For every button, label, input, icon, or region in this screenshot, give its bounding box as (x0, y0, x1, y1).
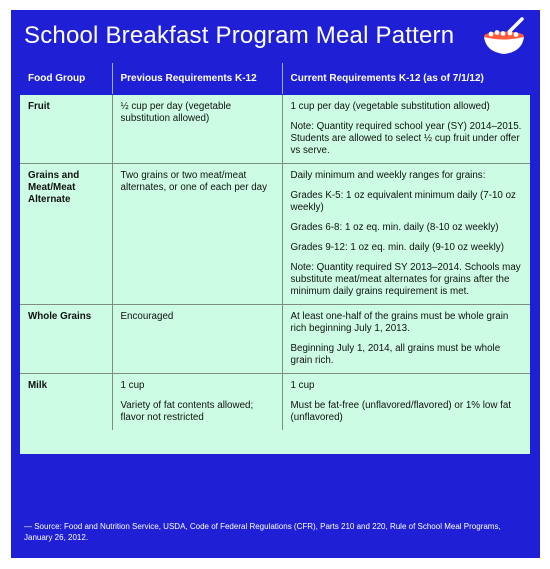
previous-requirements-cell (112, 94, 282, 163)
cell-text: Must be fat-free (unflavored/flavored) or 1% low fat (unflavored) (290, 399, 512, 423)
cell-text: Grades 9-12: 1 oz eq. min. daily (9-10 oz weekly) (290, 241, 504, 253)
cell-text: Beginning July 1, 2014, all grains must be whole grain rich. (290, 342, 501, 366)
meal-pattern-table-panel (20, 63, 530, 454)
food-group-cell: Fruit (20, 94, 112, 163)
table-row (20, 304, 530, 373)
cell-text: 1 cup (290, 379, 315, 391)
previous-requirements-cell (112, 373, 282, 430)
current-requirements-cell (282, 304, 530, 373)
cell-text: Variety of fat contents allowed; flavor not restricted (120, 399, 254, 423)
cell-text: Grades K-5: 1 oz equivalent minimum daily (7-10 oz weekly) (290, 189, 516, 213)
cell-text: At least one-half of the grains must be whole grain rich beginning July 1, 2013. (290, 310, 509, 334)
cell-text: 1 cup (120, 379, 145, 391)
cell-text: Daily minimum and weekly ranges for grains: (290, 169, 486, 181)
food-group-cell: Whole Grains (20, 304, 112, 373)
food-group-cell: Milk (20, 373, 112, 430)
cell-note: Note: Quantity required SY 2013–2014. Schools may substitute meat/meat alternates for grains after the minimum daily grains requirement is met. (290, 261, 521, 297)
cell-text: Encouraged (120, 310, 174, 322)
previous-requirements-cell (112, 304, 282, 373)
cereal-bowl-icon (482, 16, 530, 58)
cell-text: ½ cup per day (vegetable substitution allowed) (120, 100, 232, 124)
cell-text: Grades 6-8: 1 oz eq. min. daily (8-10 oz weekly) (290, 221, 499, 233)
source-note: — Source: Food and Nutrition Service, USDA, Code of Federal Regulations (CFR), Parts 210 and 220, Rule of School Meal Programs, January 26, 2012. (24, 522, 501, 542)
header-food-group: Food Group (20, 63, 112, 94)
table-row (20, 373, 530, 430)
current-requirements-cell (282, 94, 530, 163)
cell-text: 1 cup per day (vegetable substitution allowed) (290, 100, 490, 112)
table-row (20, 94, 530, 163)
meal-pattern-table (20, 63, 530, 430)
infographic-frame (11, 10, 540, 558)
header-previous-requirements: Previous Requirements K-12 (112, 63, 282, 94)
cell-text: Two grains or two meat/meat alternates, or one of each per day (120, 169, 268, 193)
previous-requirements-cell (112, 163, 282, 304)
table-row (20, 163, 530, 304)
food-group-cell: Grains and Meat/Meat Alternate (20, 163, 112, 304)
table-header-row (20, 63, 530, 94)
current-requirements-cell (282, 373, 530, 430)
page-title: School Breakfast Program Meal Pattern (24, 22, 455, 49)
cell-note: Note: Quantity required school year (SY) 2014–2015. Students are allowed to select ½ cup fruit under offer vs serve. (290, 120, 522, 156)
header-current-requirements: Current Requirements K-12 (as of 7/1/12) (282, 63, 530, 94)
current-requirements-cell (282, 163, 530, 304)
